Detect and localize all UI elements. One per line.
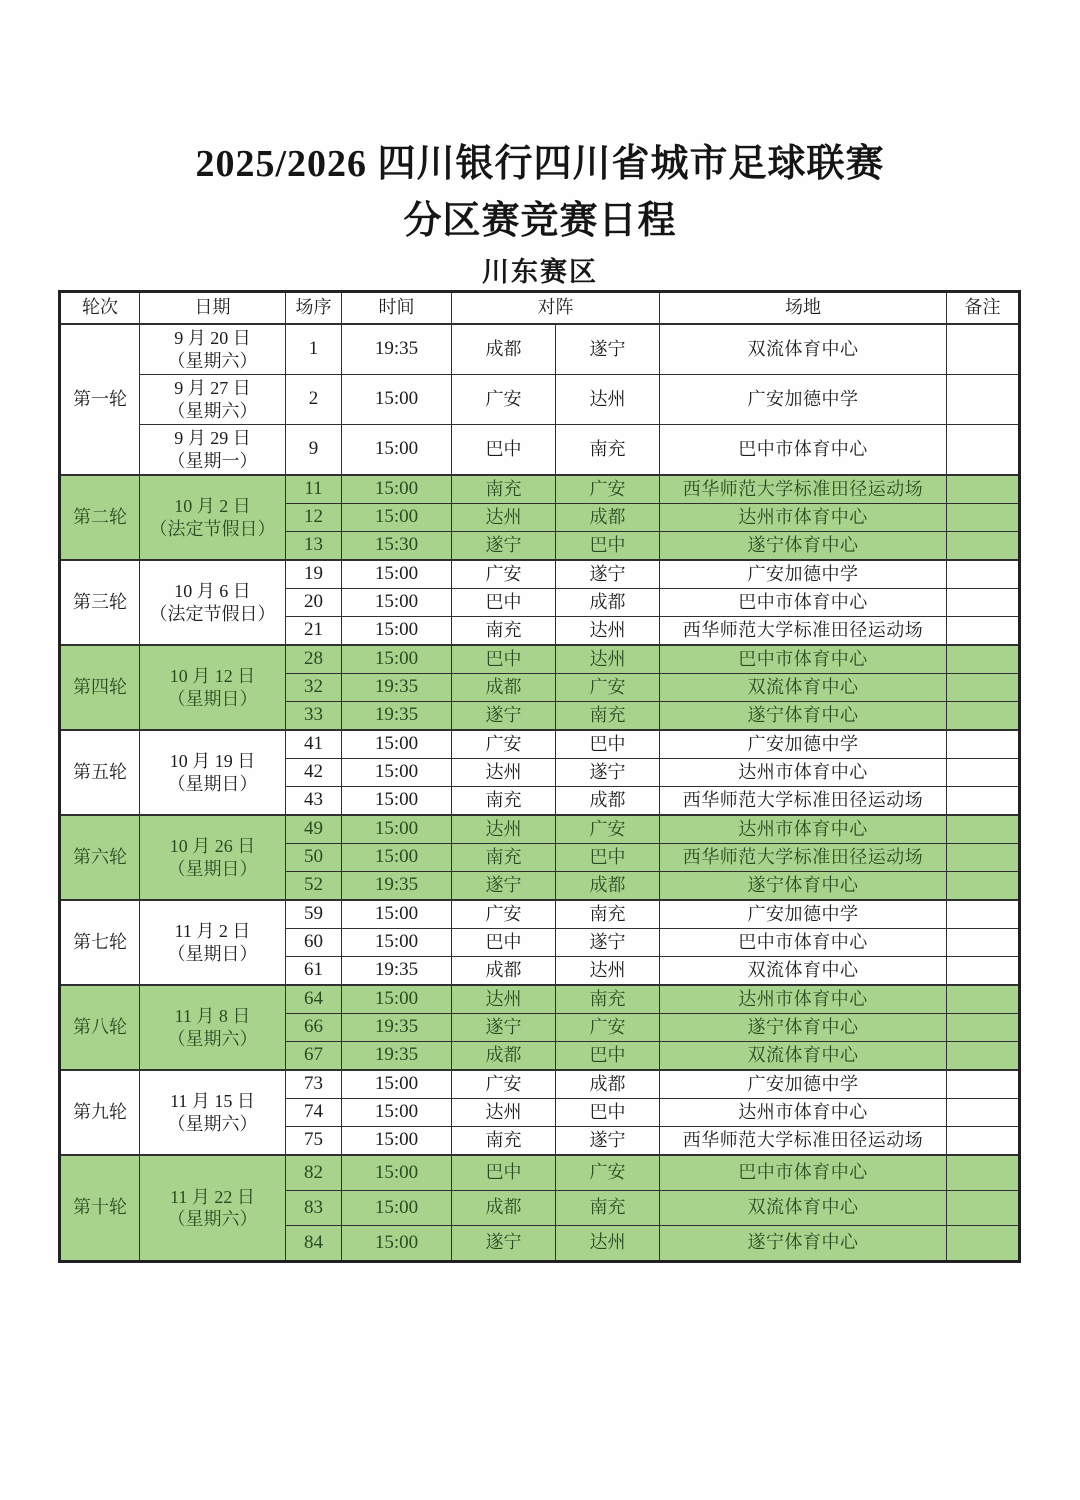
venue-cell: 西华师范大学标准田径运动场 (660, 844, 947, 872)
venue-cell: 广安加德中学 (660, 560, 947, 589)
date-line1: 9 月 29 日 (174, 428, 251, 448)
kickoff-time-cell: 19:35 (342, 1042, 452, 1071)
kickoff-time-cell: 15:00 (342, 900, 452, 929)
remark-cell (947, 645, 1020, 674)
away-team-cell: 达州 (556, 375, 660, 425)
match-number-cell: 13 (286, 532, 342, 561)
date-line2: （星期日） (167, 858, 258, 879)
remark-cell (947, 589, 1020, 617)
date-cell (140, 985, 286, 1070)
away-team-cell: 广安 (556, 815, 660, 844)
kickoff-time-cell: 15:00 (342, 504, 452, 532)
venue-cell: 遂宁体育中心 (660, 532, 947, 561)
header-round: 轮次 (60, 292, 140, 325)
away-team-cell: 达州 (556, 957, 660, 986)
venue-cell: 双流体育中心 (660, 324, 947, 375)
remark-cell (947, 425, 1020, 476)
kickoff-time-cell: 19:35 (342, 1014, 452, 1042)
round-name-cell: 第三轮 (60, 560, 140, 645)
date-line1: 11 月 15 日 (170, 1091, 255, 1111)
remark-cell (947, 957, 1020, 986)
kickoff-time-cell: 15:00 (342, 1070, 452, 1099)
away-team-cell: 达州 (556, 1226, 660, 1262)
away-team-cell: 达州 (556, 617, 660, 646)
venue-cell: 达州市体育中心 (660, 759, 947, 787)
away-team-cell: 遂宁 (556, 759, 660, 787)
home-team-cell: 达州 (452, 759, 556, 787)
match-number-cell: 60 (286, 929, 342, 957)
remark-cell (947, 872, 1020, 901)
date-cell (140, 324, 286, 375)
home-team-cell: 成都 (452, 957, 556, 986)
venue-cell: 广安加德中学 (660, 900, 947, 929)
away-team-cell: 巴中 (556, 532, 660, 561)
date-cell (140, 425, 286, 476)
remark-cell (947, 324, 1020, 375)
match-row (60, 560, 1020, 589)
date-cell (140, 730, 286, 815)
match-number-cell: 21 (286, 617, 342, 646)
home-team-cell: 南充 (452, 787, 556, 816)
match-row (60, 375, 1020, 425)
date-line1: 10 月 2 日 (174, 496, 251, 516)
header-date: 日期 (140, 292, 286, 325)
kickoff-time-cell: 19:35 (342, 324, 452, 375)
kickoff-time-cell: 15:00 (342, 985, 452, 1014)
away-team-cell: 巴中 (556, 1099, 660, 1127)
date-line1: 10 月 12 日 (169, 666, 256, 686)
remark-cell (947, 560, 1020, 589)
match-number-cell: 9 (286, 425, 342, 476)
match-number-cell: 49 (286, 815, 342, 844)
match-number-cell: 32 (286, 674, 342, 702)
remark-cell (947, 504, 1020, 532)
home-team-cell: 广安 (452, 730, 556, 759)
remark-cell (947, 929, 1020, 957)
match-number-cell: 1 (286, 324, 342, 375)
remark-cell (947, 844, 1020, 872)
match-number-cell: 52 (286, 872, 342, 901)
document-title-line1: 2025/2026 四川银行四川省城市足球联赛 (195, 143, 885, 185)
venue-cell: 西华师范大学标准田径运动场 (660, 787, 947, 816)
away-team-cell: 南充 (556, 425, 660, 476)
home-team-cell: 广安 (452, 560, 556, 589)
match-number-cell: 33 (286, 702, 342, 731)
remark-cell (947, 759, 1020, 787)
match-row (60, 815, 1020, 844)
venue-cell: 西华师范大学标准田径运动场 (660, 475, 947, 504)
match-row (60, 324, 1020, 375)
match-number-cell: 67 (286, 1042, 342, 1071)
round-name-cell: 第十轮 (60, 1155, 140, 1262)
away-team-cell: 广安 (556, 674, 660, 702)
date-line1: 9 月 20 日 (174, 328, 251, 348)
venue-cell: 巴中市体育中心 (660, 645, 947, 674)
match-number-cell: 11 (286, 475, 342, 504)
home-team-cell: 广安 (452, 1070, 556, 1099)
match-number-cell: 66 (286, 1014, 342, 1042)
remark-cell (947, 985, 1020, 1014)
home-team-cell: 南充 (452, 617, 556, 646)
match-number-cell: 74 (286, 1099, 342, 1127)
home-team-cell: 南充 (452, 475, 556, 504)
remark-cell (947, 617, 1020, 646)
kickoff-time-cell: 15:00 (342, 645, 452, 674)
date-line2: （星期一） (167, 450, 258, 471)
venue-cell: 双流体育中心 (660, 1042, 947, 1071)
date-line1: 11 月 8 日 (174, 1006, 251, 1026)
date-cell (140, 560, 286, 645)
away-team-cell: 遂宁 (556, 560, 660, 589)
venue-cell: 遂宁体育中心 (660, 1014, 947, 1042)
header-row (60, 292, 1020, 325)
home-team-cell: 巴中 (452, 589, 556, 617)
kickoff-time-cell: 15:00 (342, 375, 452, 425)
kickoff-time-cell: 15:00 (342, 560, 452, 589)
round-name-cell: 第七轮 (60, 900, 140, 985)
date-line1: 10 月 6 日 (174, 581, 251, 601)
match-number-cell: 73 (286, 1070, 342, 1099)
away-team-cell: 成都 (556, 787, 660, 816)
round-name-cell: 第四轮 (60, 645, 140, 730)
date-line2: （星期六） (167, 1209, 258, 1229)
away-team-cell: 达州 (556, 645, 660, 674)
match-number-cell: 50 (286, 844, 342, 872)
remark-cell (947, 1042, 1020, 1071)
division-section-title: 川东赛区 (482, 257, 598, 287)
remark-cell (947, 1014, 1020, 1042)
home-team-cell: 巴中 (452, 425, 556, 476)
venue-cell: 广安加德中学 (660, 730, 947, 759)
home-team-cell: 成都 (452, 324, 556, 375)
remark-cell (947, 1155, 1020, 1191)
away-team-cell: 南充 (556, 702, 660, 731)
home-team-cell: 达州 (452, 815, 556, 844)
away-team-cell: 南充 (556, 1191, 660, 1226)
date-cell (140, 815, 286, 900)
away-team-cell: 巴中 (556, 844, 660, 872)
kickoff-time-cell: 15:00 (342, 475, 452, 504)
remark-cell (947, 730, 1020, 759)
date-line2: （星期六） (167, 350, 258, 371)
home-team-cell: 成都 (452, 1042, 556, 1071)
match-row (60, 425, 1020, 476)
away-team-cell: 遂宁 (556, 324, 660, 375)
kickoff-time-cell: 15:00 (342, 929, 452, 957)
match-number-cell: 12 (286, 504, 342, 532)
remark-cell (947, 375, 1020, 425)
kickoff-time-cell: 15:00 (342, 1191, 452, 1226)
kickoff-time-cell: 15:00 (342, 1155, 452, 1191)
schedule-table (58, 290, 1021, 1263)
home-team-cell: 遂宁 (452, 532, 556, 561)
remark-cell (947, 475, 1020, 504)
venue-cell: 达州市体育中心 (660, 1099, 947, 1127)
away-team-cell: 巴中 (556, 1042, 660, 1071)
match-row (60, 730, 1020, 759)
date-cell (140, 1070, 286, 1155)
date-line2: （星期日） (167, 773, 258, 794)
remark-cell (947, 900, 1020, 929)
remark-cell (947, 702, 1020, 731)
venue-cell: 遂宁体育中心 (660, 872, 947, 901)
kickoff-time-cell: 19:35 (342, 872, 452, 901)
venue-cell: 西华师范大学标准田径运动场 (660, 617, 947, 646)
away-team-cell: 成都 (556, 1070, 660, 1099)
remark-cell (947, 1099, 1020, 1127)
date-line2: （法定节假日） (149, 518, 276, 539)
remark-cell (947, 1070, 1020, 1099)
header-venue: 场地 (660, 292, 947, 325)
kickoff-time-cell: 19:35 (342, 702, 452, 731)
date-line1: 11 月 22 日 (170, 1186, 255, 1207)
match-row (60, 900, 1020, 929)
remark-cell (947, 1226, 1020, 1262)
kickoff-time-cell: 19:35 (342, 957, 452, 986)
kickoff-time-cell: 15:00 (342, 617, 452, 646)
match-number-cell: 84 (286, 1226, 342, 1262)
away-team-cell: 广安 (556, 1155, 660, 1191)
away-team-cell: 广安 (556, 1014, 660, 1042)
match-number-cell: 61 (286, 957, 342, 986)
venue-cell: 达州市体育中心 (660, 985, 947, 1014)
kickoff-time-cell: 15:00 (342, 815, 452, 844)
home-team-cell: 达州 (452, 985, 556, 1014)
match-row (60, 1070, 1020, 1099)
venue-cell: 巴中市体育中心 (660, 425, 947, 476)
away-team-cell: 遂宁 (556, 1127, 660, 1156)
date-line1: 10 月 19 日 (169, 751, 256, 771)
remark-cell (947, 674, 1020, 702)
kickoff-time-cell: 15:00 (342, 759, 452, 787)
date-cell (140, 900, 286, 985)
kickoff-time-cell: 15:00 (342, 1226, 452, 1262)
kickoff-time-cell: 15:00 (342, 787, 452, 816)
date-line2: （星期六） (167, 1113, 258, 1134)
kickoff-time-cell: 15:00 (342, 589, 452, 617)
date-cell (140, 1155, 286, 1262)
document-title-line2: 分区赛竞赛日程 (403, 200, 677, 242)
venue-cell: 巴中市体育中心 (660, 929, 947, 957)
kickoff-time-cell: 19:35 (342, 674, 452, 702)
match-row (60, 985, 1020, 1014)
away-team-cell: 成都 (556, 872, 660, 901)
home-team-cell: 遂宁 (452, 1014, 556, 1042)
away-team-cell: 南充 (556, 900, 660, 929)
match-number-cell: 82 (286, 1155, 342, 1191)
match-row (60, 1155, 1020, 1191)
round-name-cell: 第五轮 (60, 730, 140, 815)
venue-cell: 双流体育中心 (660, 674, 947, 702)
schedule-table-wrapper (58, 290, 1018, 1263)
venue-cell: 遂宁体育中心 (660, 702, 947, 731)
venue-cell: 双流体育中心 (660, 1191, 947, 1226)
venue-cell: 遂宁体育中心 (660, 1226, 947, 1262)
match-number-cell: 83 (286, 1191, 342, 1226)
match-number-cell: 19 (286, 560, 342, 589)
kickoff-time-cell: 15:30 (342, 532, 452, 561)
round-name-cell: 第六轮 (60, 815, 140, 900)
away-team-cell: 成都 (556, 504, 660, 532)
date-line2: （星期日） (167, 943, 258, 964)
away-team-cell: 广安 (556, 475, 660, 504)
remark-cell (947, 787, 1020, 816)
home-team-cell: 广安 (452, 375, 556, 425)
date-line2: （星期六） (167, 1028, 258, 1049)
match-number-cell: 2 (286, 375, 342, 425)
date-line1: 11 月 2 日 (174, 921, 251, 941)
venue-cell: 广安加德中学 (660, 375, 947, 425)
match-number-cell: 42 (286, 759, 342, 787)
kickoff-time-cell: 15:00 (342, 1099, 452, 1127)
match-number-cell: 59 (286, 900, 342, 929)
round-name-cell: 第二轮 (60, 475, 140, 560)
round-name-cell: 第一轮 (60, 324, 140, 475)
match-row (60, 475, 1020, 504)
away-team-cell: 南充 (556, 985, 660, 1014)
home-team-cell: 巴中 (452, 645, 556, 674)
away-team-cell: 巴中 (556, 730, 660, 759)
remark-cell (947, 532, 1020, 561)
kickoff-time-cell: 15:00 (342, 844, 452, 872)
round-name-cell: 第八轮 (60, 985, 140, 1070)
header-time: 时间 (342, 292, 452, 325)
date-cell (140, 645, 286, 730)
kickoff-time-cell: 15:00 (342, 730, 452, 759)
match-number-cell: 28 (286, 645, 342, 674)
away-team-cell: 成都 (556, 589, 660, 617)
kickoff-time-cell: 15:00 (342, 1127, 452, 1156)
header-remark: 备注 (947, 292, 1020, 325)
date-line1: 9 月 27 日 (174, 378, 251, 398)
header-matchup: 对阵 (452, 292, 660, 325)
header-match-no: 场序 (286, 292, 342, 325)
home-team-cell: 南充 (452, 1127, 556, 1156)
home-team-cell: 巴中 (452, 929, 556, 957)
match-row (60, 645, 1020, 674)
home-team-cell: 广安 (452, 900, 556, 929)
kickoff-time-cell: 15:00 (342, 425, 452, 476)
venue-cell: 广安加德中学 (660, 1070, 947, 1099)
home-team-cell: 遂宁 (452, 1226, 556, 1262)
home-team-cell: 遂宁 (452, 872, 556, 901)
match-number-cell: 20 (286, 589, 342, 617)
venue-cell: 达州市体育中心 (660, 504, 947, 532)
venue-cell: 西华师范大学标准田径运动场 (660, 1127, 947, 1156)
date-line2: （法定节假日） (149, 603, 276, 624)
date-line2: （星期六） (167, 400, 258, 421)
remark-cell (947, 1127, 1020, 1156)
venue-cell: 巴中市体育中心 (660, 589, 947, 617)
remark-cell (947, 815, 1020, 844)
venue-cell: 达州市体育中心 (660, 815, 947, 844)
venue-cell: 巴中市体育中心 (660, 1155, 947, 1191)
round-name-cell: 第九轮 (60, 1070, 140, 1155)
date-cell (140, 475, 286, 560)
home-team-cell: 成都 (452, 1191, 556, 1226)
remark-cell (947, 1191, 1020, 1226)
date-line2: （星期日） (167, 688, 258, 709)
home-team-cell: 遂宁 (452, 702, 556, 731)
home-team-cell: 达州 (452, 1099, 556, 1127)
date-line1: 10 月 26 日 (169, 836, 256, 856)
home-team-cell: 巴中 (452, 1155, 556, 1191)
home-team-cell: 达州 (452, 504, 556, 532)
away-team-cell: 遂宁 (556, 929, 660, 957)
venue-cell: 双流体育中心 (660, 957, 947, 986)
match-number-cell: 41 (286, 730, 342, 759)
match-number-cell: 43 (286, 787, 342, 816)
match-number-cell: 75 (286, 1127, 342, 1156)
home-team-cell: 成都 (452, 674, 556, 702)
date-cell (140, 375, 286, 425)
match-number-cell: 64 (286, 985, 342, 1014)
home-team-cell: 南充 (452, 844, 556, 872)
